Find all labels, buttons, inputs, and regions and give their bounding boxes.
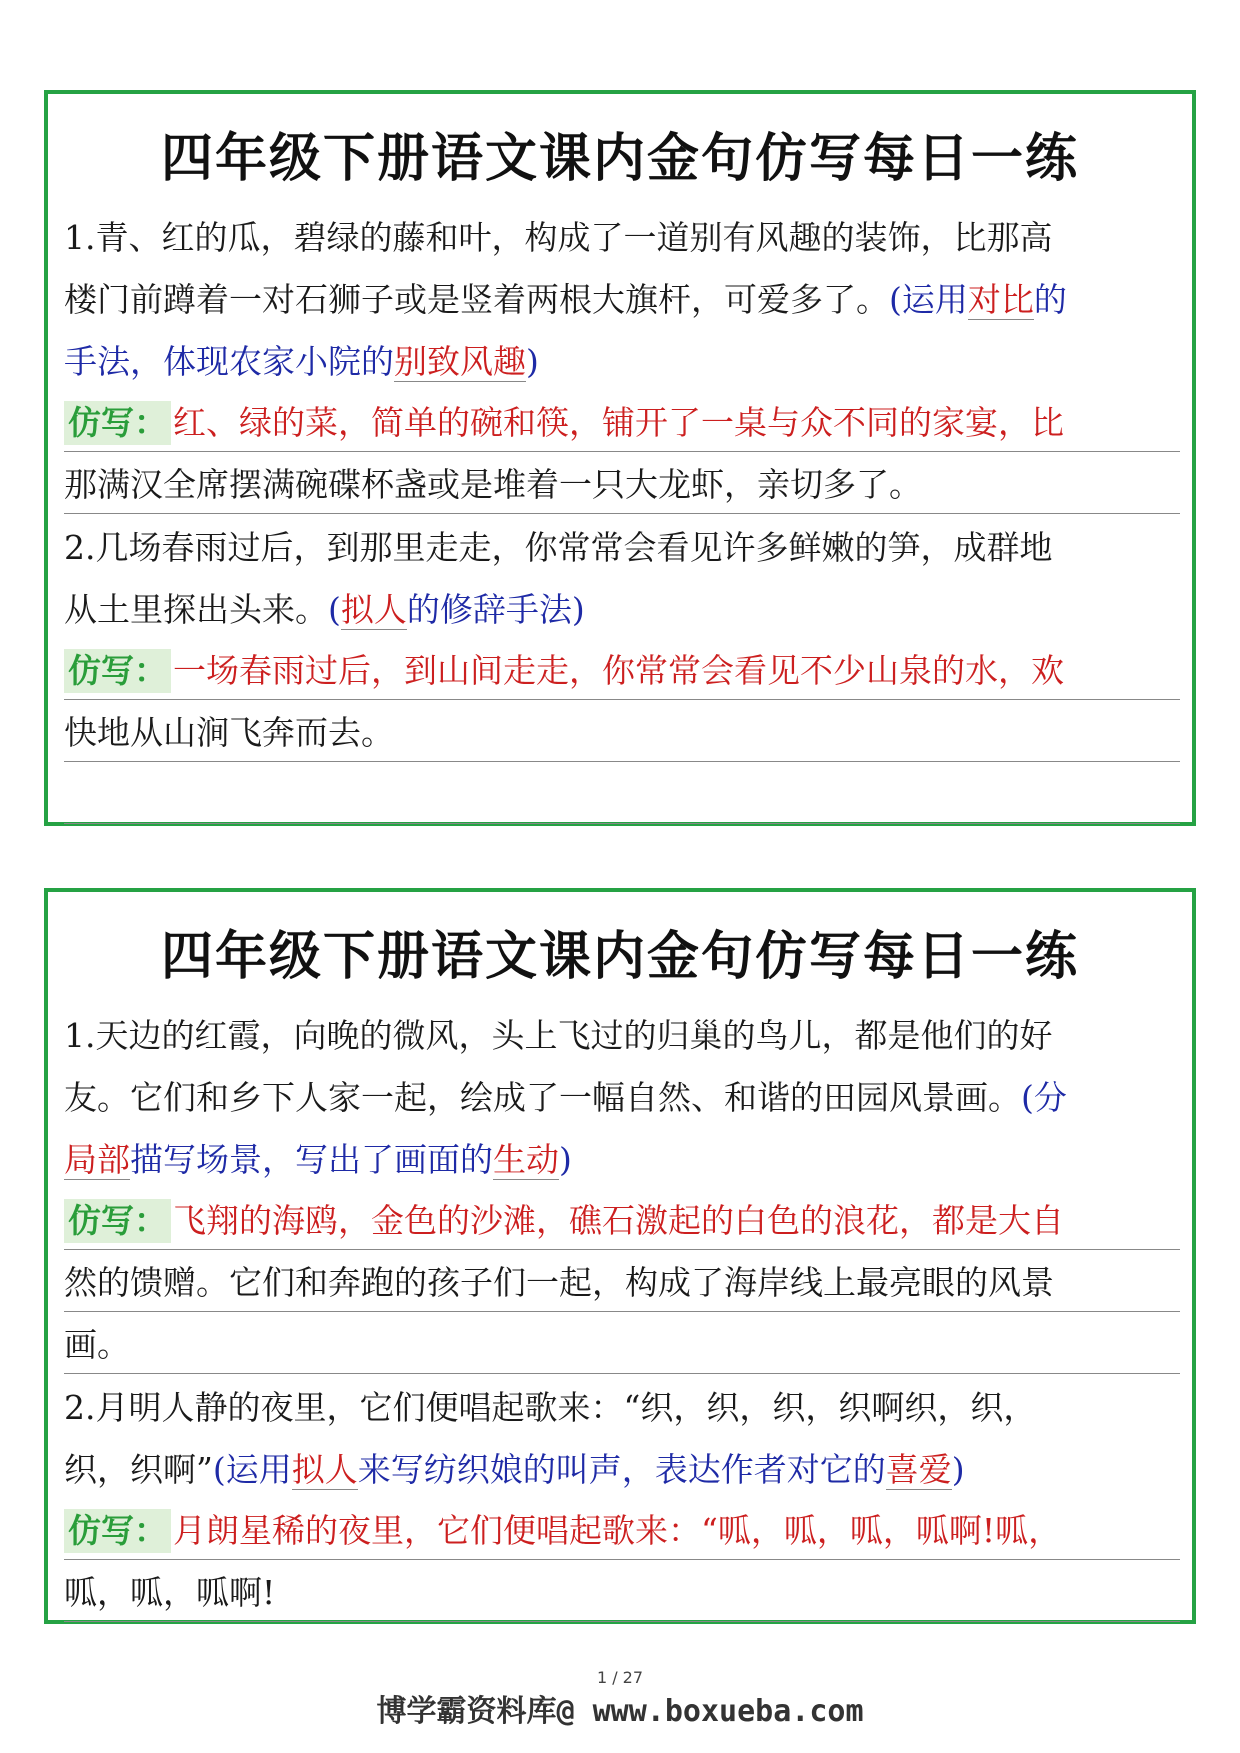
exercise-card-1 [44,90,1196,826]
imitation-label: 仿写： [64,401,171,445]
annotation-line: 局部描写场景，写出了画面的生动) [64,1140,572,1179]
page-number: 1 / 27 [596,1668,644,1687]
question-line: 1.天边的红霞，向晚的微风，头上飞过的归巢的鸟儿，都是他们的好 [64,1016,1053,1055]
question-line: 1.青、红的瓜，碧绿的藤和叶，构成了一道别有风趣的装饰，比那高 [64,218,1053,257]
card-title: 四年级下册语文课内金句仿写每日一练 [160,927,1079,987]
annotation-line: 手法，体现农家小院的别致风趣) [64,342,539,381]
question-line: 友。它们和乡下人家一起，绘成了一幅自然、和谐的田园风景画。(分 [64,1078,1067,1117]
question-line: 楼门前蹲着一对石狮子或是竖着两根大旗杆，可爱多了。(运用对比的 [64,280,1067,319]
card-title: 四年级下册语文课内金句仿写每日一练 [160,129,1079,189]
answer-line: 画。 [64,1312,1180,1374]
answer-line: 仿写： 月朗星稀的夜里，它们便唱起歌来：“呱，呱，呱，呱啊!呱， [64,1498,1180,1560]
watermark: 博学霸资料库@ www.boxueba.com [376,1694,864,1729]
answer-line: 快地从山涧飞奔而去。 [64,700,1180,762]
imitation-label: 仿写： [64,649,171,693]
question-line: 2.几场春雨过后，到那里走走，你常常会看见许多鲜嫩的笋，成群地 [64,528,1053,567]
question-line: 2.月明人静的夜里，它们便唱起歌来：“织，织，织，织啊织，织， [64,1388,1037,1427]
imitation-label: 仿写： [64,1509,171,1553]
answer-line: 仿写： 红、绿的菜，简单的碗和筷，铺开了一桌与众不同的家宴，比 [64,390,1180,452]
answer-line: 仿写： 飞翔的海鸥，金色的沙滩，礁石激起的白色的浪花，都是大自 [64,1188,1180,1250]
blank-answer-line [64,762,1180,824]
answer-line: 那满汉全席摆满碗碟杯盏或是堆着一只大龙虾，亲切多了。 [64,452,1180,514]
answer-line: 仿写： 一场春雨过后，到山间走走，你常常会看见不少山泉的水，欢 [64,638,1180,700]
answer-line: 然的馈赠。它们和奔跑的孩子们一起，构成了海岸线上最亮眼的风景 [64,1250,1180,1312]
answer-line: 呱，呱，呱啊! [64,1560,1180,1622]
exercise-card-2 [44,888,1196,1624]
question-line: 织，织啊”(运用拟人来写纺织娘的叫声，表达作者对它的喜爱) [64,1450,965,1489]
imitation-label: 仿写： [64,1199,171,1243]
question-line: 从土里探出头来。(拟人的修辞手法) [64,590,585,629]
